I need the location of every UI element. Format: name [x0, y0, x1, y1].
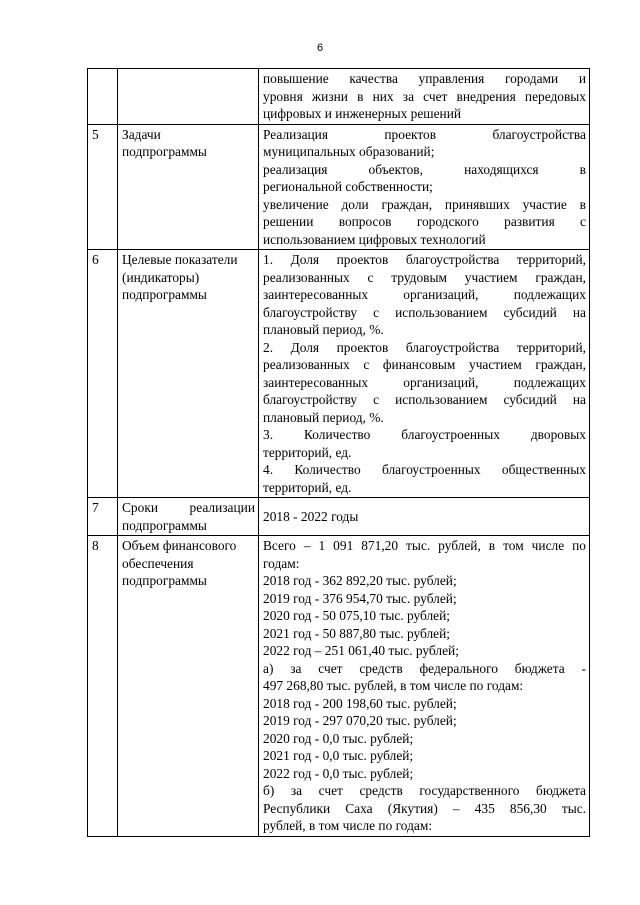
row-title-line: Объем финансового [122, 538, 237, 553]
row-content-cell [259, 250, 590, 498]
content-line: 2021 год - 50 887,80 тыс. рублей; [263, 625, 450, 641]
content-line: Республики Саха (Якутия) – 435 856,30 тыс. [263, 800, 586, 816]
row-number-cell: 6 [88, 250, 118, 498]
table-row [88, 69, 590, 125]
content-line: рублей, в том числе по годам: [263, 818, 433, 833]
content-line: использованием цифровых технологий [263, 231, 486, 247]
row-content-cell [259, 536, 590, 837]
content-line: реализованных с трудовым участием граждан, [263, 269, 586, 285]
content-line: а) за счет средств федерального бюджета - [263, 660, 586, 676]
content-line: повышение качества управления городами и [263, 71, 586, 86]
row-content-cell [259, 69, 590, 125]
content-line: 2018 год - 362 892,20 тыс. рублей; [263, 573, 457, 588]
table-row [88, 498, 590, 536]
content-line: уровня жизни в них за счет внедрения передовых [263, 88, 586, 104]
row-title-cell [118, 250, 259, 498]
row-number-cell: 7 [88, 498, 118, 536]
row-content-cell [259, 498, 590, 536]
content-line: Всего – 1 091 871,20 тыс. рублей, в том числе по [263, 538, 586, 553]
row-title-line: (индикаторы) [122, 269, 200, 285]
row-title-cell [118, 536, 259, 837]
content-line: региональной собственности; [263, 179, 433, 194]
content-line: 497 268,80 тыс. рублей, в том числе по годам: [263, 678, 524, 693]
content-line: 2022 год – 251 061,40 тыс. рублей; [263, 643, 459, 658]
content-line: 4. Количество благоустроенных общественных [263, 462, 586, 477]
content-line: муниципальных образований; [263, 144, 435, 159]
content-line: благоустройству с использованием субсидий на [263, 304, 586, 320]
content-line: плановый период, %. [263, 409, 384, 425]
content-line: 2020 год - 50 075,10 тыс. рублей; [263, 608, 450, 623]
content-line: плановый период, %. [263, 322, 384, 337]
row-title-cell [118, 498, 259, 536]
row-content-cell [259, 124, 590, 250]
subprogram-passport-table [87, 68, 590, 837]
content-line: территорий, ед. [263, 479, 352, 495]
row-title-line: подпрограммы [122, 517, 207, 533]
table-row [88, 536, 590, 837]
row-title-cell [118, 69, 259, 125]
row-title-line: Задачи [122, 126, 161, 142]
content-line: 3. Количество благоустроенных дворовых [263, 427, 586, 442]
row-number-cell: 8 [88, 536, 118, 837]
row-title-line: подпрограммы [122, 287, 207, 302]
content-line: годам: [263, 555, 300, 571]
content-line: благоустройству с использованием субсидий на [263, 392, 586, 407]
content-line: 2021 год - 0,0 тыс. рублей; [263, 748, 414, 763]
content-line: территорий, ед. [263, 444, 352, 460]
content-line: 2019 год - 297 070,20 тыс. рублей; [263, 713, 457, 728]
content-line: 2018 год - 200 198,60 тыс. рублей; [263, 695, 457, 711]
table-row [88, 250, 590, 498]
content-line: 1. Доля проектов благоустройства территорий, [263, 252, 586, 267]
page-number: 6 [316, 42, 324, 54]
content-line: цифровых и инженерных решений [263, 106, 462, 121]
row-title-line: обеспечения [122, 555, 194, 571]
row-title-line: подпрограммы [122, 573, 207, 588]
row-number-cell: 5 [88, 124, 118, 250]
content-line: заинтересованных организаций, подлежащих [263, 287, 586, 302]
content-line: 2. Доля проектов благоустройства территорий, [263, 339, 586, 355]
row-title-cell [118, 124, 259, 250]
row-title-line: Целевые показатели [122, 252, 238, 267]
content-line: б) за счет средств государственного бюджета [263, 783, 586, 798]
content-line: Реализация проектов благоустройства [263, 126, 586, 142]
table-row [88, 124, 590, 250]
content-line: заинтересованных организаций, подлежащих [263, 374, 586, 390]
row-number-cell [88, 69, 118, 125]
content-line: реализация объектов, находящихся в [263, 161, 586, 177]
content-line: 2022 год - 0,0 тыс. рублей; [263, 765, 414, 781]
content-line: 2019 год - 376 954,70 тыс. рублей; [263, 590, 457, 606]
content-line: 2020 год - 0,0 тыс. рублей; [263, 730, 414, 746]
row-title-line: подпрограммы [122, 144, 207, 159]
row-title-line: Сроки реализации [122, 500, 255, 515]
content-line: решении вопросов городского развития с [263, 214, 586, 229]
content-line: 2018 - 2022 годы [263, 508, 359, 524]
content-line: увеличение доли граждан, принявших участие в [263, 196, 586, 212]
content-line: реализованных с финансовым участием граждан, [263, 357, 586, 372]
